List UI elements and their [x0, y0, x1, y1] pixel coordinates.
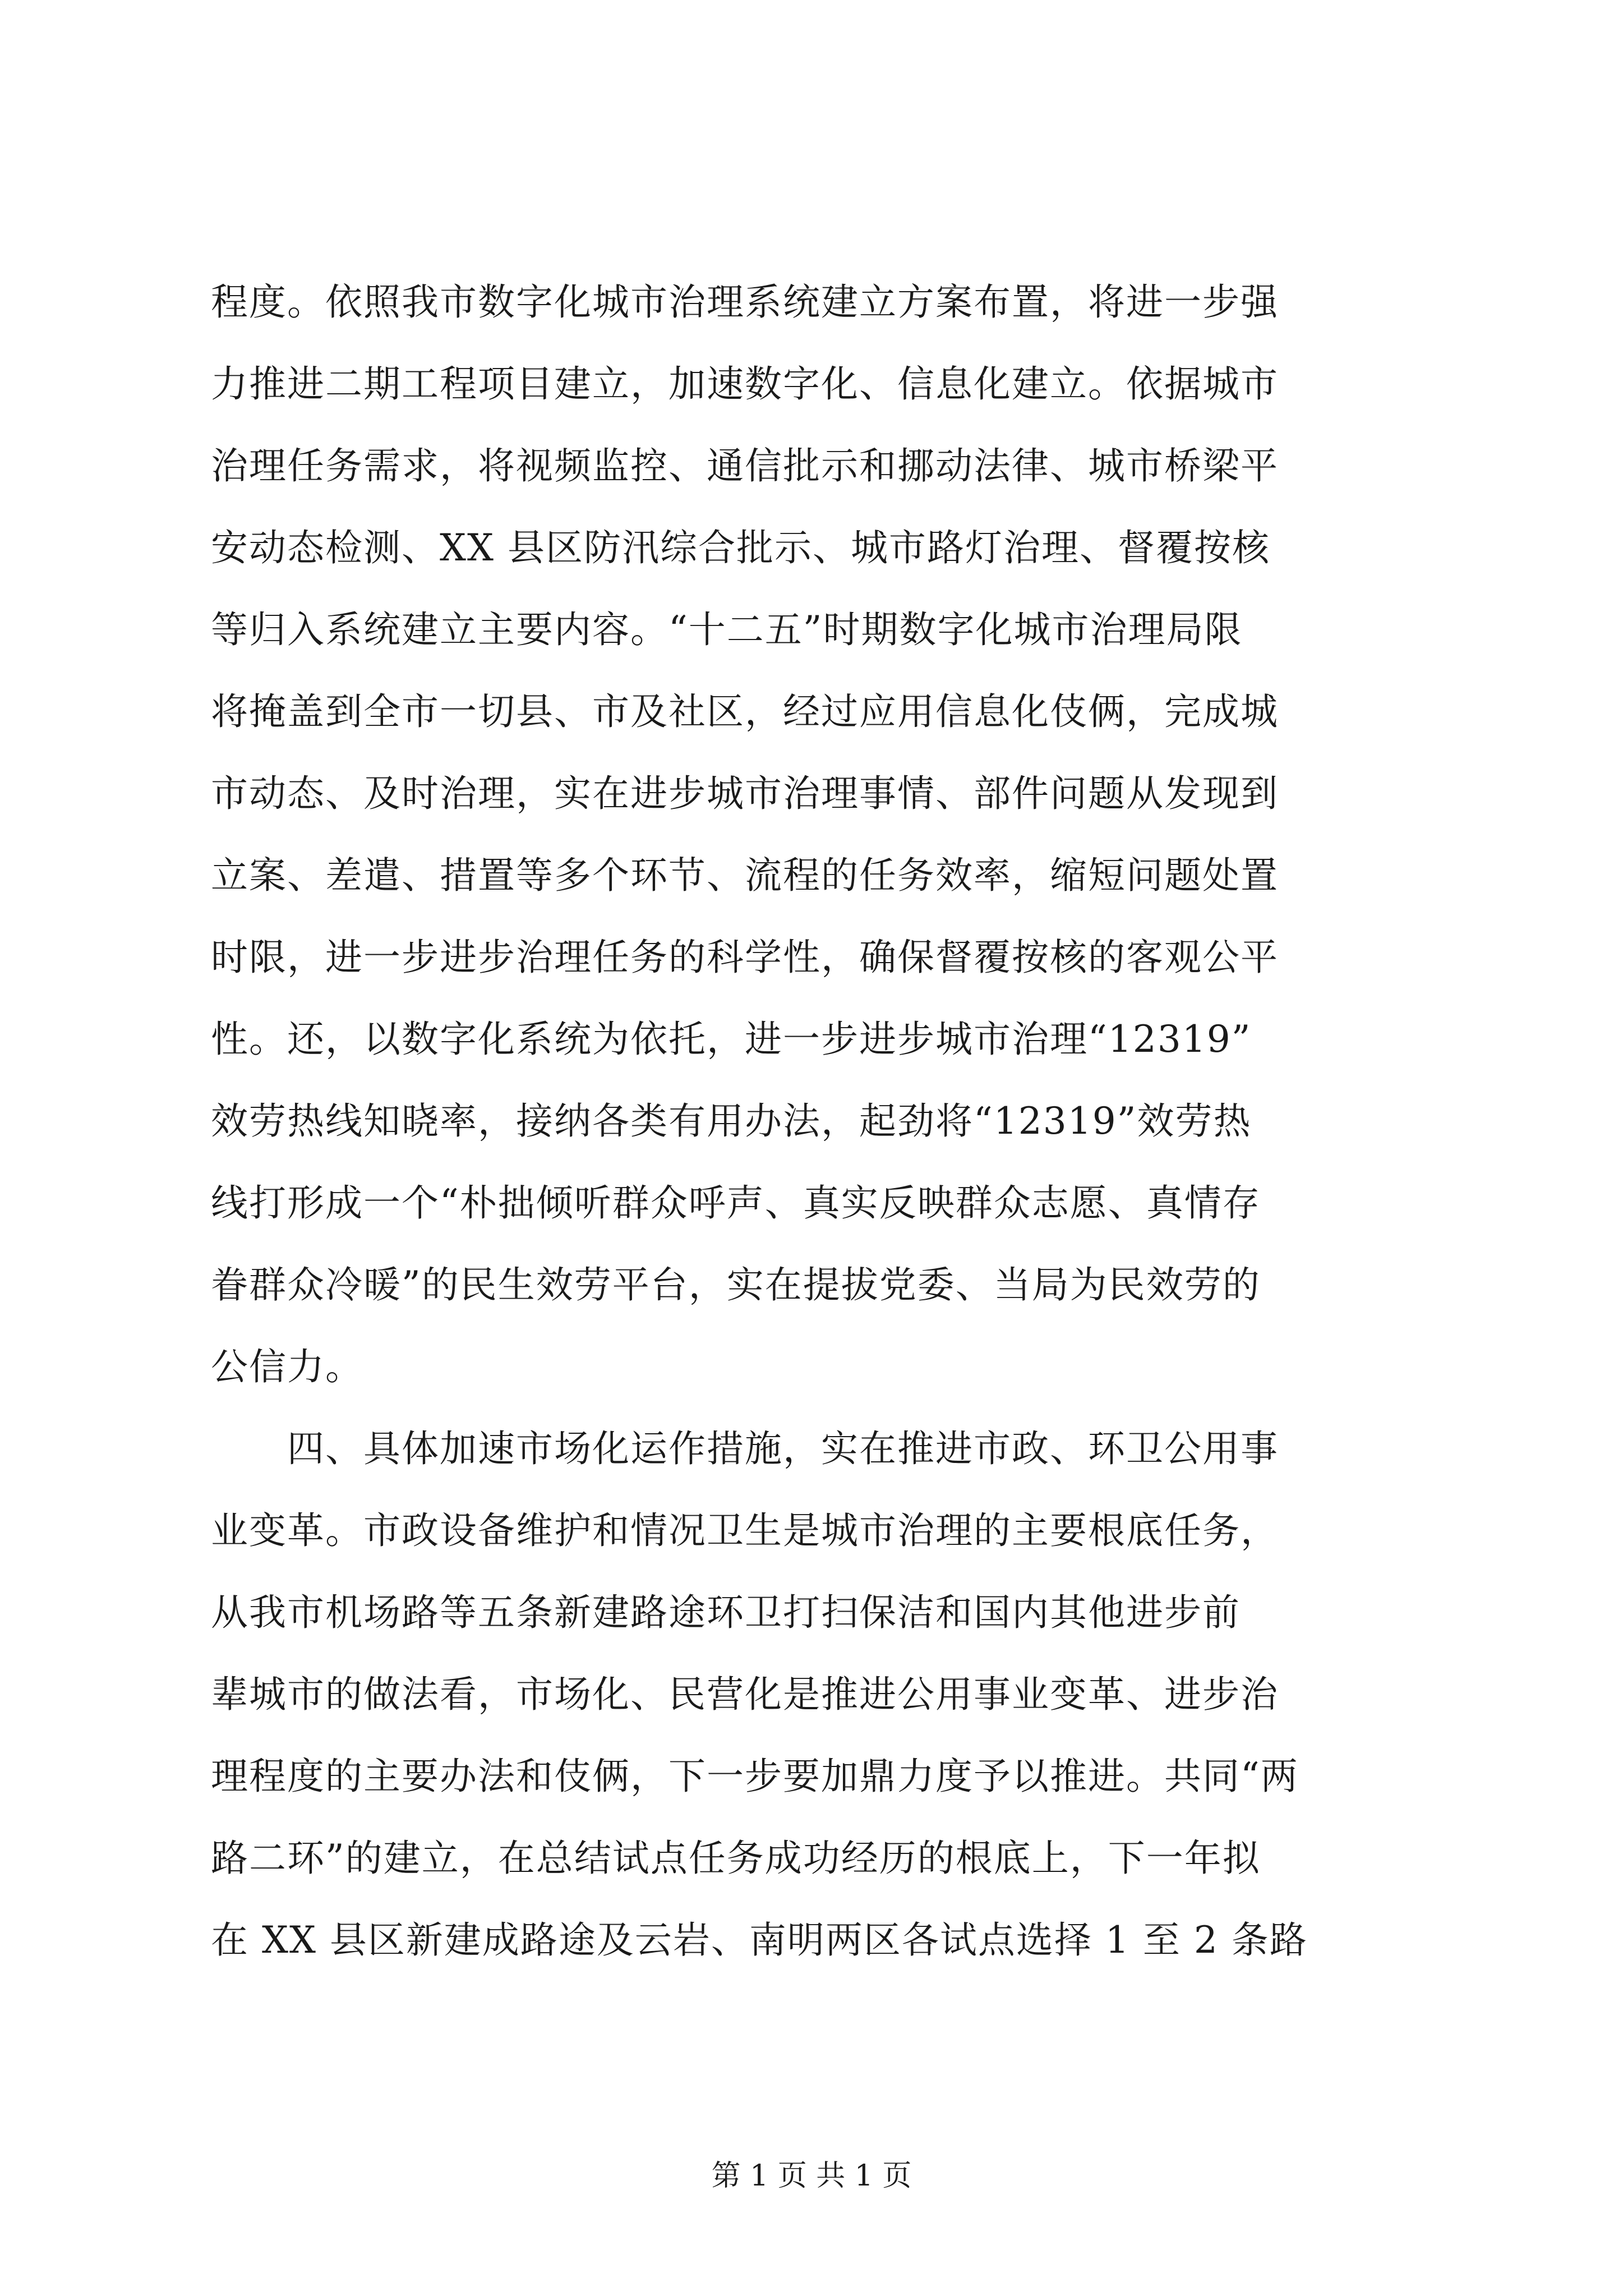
text-line: 力推进二期工程项目建立，加速数字化、信息化建立。依据城市 — [211, 362, 1279, 406]
body-text — [211, 261, 1417, 1981]
text-line: 性。还，以数字化系统为依托，进一步进步城市治理“12319” — [211, 1018, 1252, 1061]
text-line: 程度。依照我市数字化城市治理系统建立方案布置，将进一步强 — [211, 280, 1279, 324]
text-line: 四、具体加速市场化运作措施，实在推进市政、环卫公用事 — [211, 1427, 1279, 1470]
text-line: 业变革。市政设备维护和情况卫生是城市治理的主要根底任务， — [211, 1509, 1279, 1552]
text-line: 理程度的主要办法和伎俩，下一步要加鼎力度予以推进。共同“两 — [211, 1755, 1299, 1798]
text-line: 效劳热线知晓率，接纳各类有用办法，起劲将“12319”效劳热 — [211, 1099, 1252, 1143]
text-line: 市动态、及时治理，实在进步城市治理事情、部件问题从发现到 — [211, 772, 1279, 815]
text-line: 时限，进一步进步治理任务的科学性，确保督覆按核的客观公平 — [211, 936, 1279, 979]
text-line: 眷群众冷暖”的民生效劳平台，实在提拔党委、当局为民效劳的 — [211, 1263, 1261, 1306]
text-line: 治理任务需求，将视频监控、通信批示和挪动法律、城市桥梁平 — [211, 444, 1279, 487]
text-line: 等归入系统建立主要内容。“十二五”时期数字化城市治理局限 — [211, 608, 1243, 651]
page-number-footer: 第 1 页 共 1 页 — [711, 2159, 912, 2193]
text-line: 立案、差遣、措置等多个环节、流程的任务效率，缩短问题处置 — [211, 854, 1279, 897]
text-line: 公信力。 — [211, 1345, 363, 1388]
text-line: 将掩盖到全市一切县、市及社区，经过应用信息化伎俩，完成城 — [211, 690, 1279, 733]
text-line: 辈城市的做法看，市场化、民营化是推进公用事业变革、进步治 — [211, 1673, 1279, 1716]
text-line: 线打形成一个“朴拙倾听群众呼声、真实反映群众志愿、真情存 — [211, 1181, 1261, 1225]
text-line: 在 XX 县区新建成路途及云岩、南明两区各试点选择 1 至 2 条路 — [211, 1918, 1308, 1962]
text-line: 路二环”的建立，在总结试点任务成功经历的根底上，下一年拟 — [211, 1837, 1261, 1880]
text-line: 从我市机场路等五条新建路途环卫打扫保洁和国内其他进步前 — [211, 1591, 1241, 1634]
text-line: 安动态检测、XX 县区防汛综合批示、城市路灯治理、督覆按核 — [211, 526, 1270, 569]
